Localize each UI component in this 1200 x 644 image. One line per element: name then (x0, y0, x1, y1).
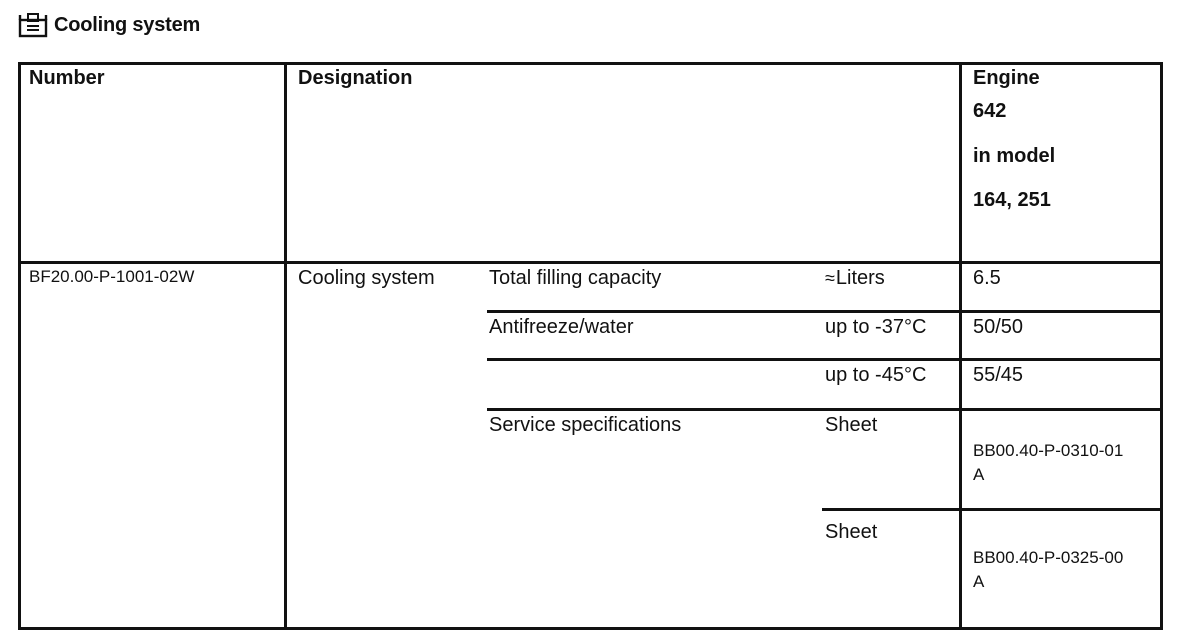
approx-symbol: ≈ (825, 268, 835, 288)
header-designation: Designation (298, 67, 413, 89)
header-number: Number (29, 67, 105, 89)
header-engine-label: Engine (973, 67, 1040, 89)
table-border-left (18, 62, 21, 630)
row-divider-1 (487, 310, 1163, 313)
item-unit-up-to-45: up to -45°C (825, 364, 927, 386)
item-value-55-45: 55/45 (973, 364, 1024, 386)
row-divider-2 (487, 358, 1163, 361)
item-unit-sheet-2: Sheet (825, 521, 878, 543)
section-heading (18, 10, 200, 40)
item-label-service-specifications: Service specifications (489, 414, 682, 436)
item-unit-liters (825, 266, 885, 290)
item-unit-sheet-1: Sheet (825, 414, 878, 436)
document-note-icon (18, 12, 48, 38)
item-value-capacity: 6.5 (973, 267, 1001, 289)
row-number: BF20.00-P-1001-02W (29, 267, 195, 286)
column-divider-engine (959, 62, 962, 630)
table-border-bottom (18, 627, 1163, 630)
header-engine-value: 642 (973, 100, 1007, 122)
column-divider-number (284, 62, 287, 630)
item-unit-liters-text: Liters (835, 267, 885, 289)
item-value-sheet-1-line1: BB00.40-P-0310-01 (973, 441, 1124, 460)
row-divider-3 (487, 408, 1163, 411)
row-system: Cooling system (298, 267, 435, 289)
item-label-antifreeze-water: Antifreeze/water (489, 316, 634, 338)
item-value-sheet-1-line2: A (973, 465, 985, 484)
table-border-right (1160, 62, 1163, 630)
specification-table (18, 62, 1163, 630)
table-border-top (18, 62, 1163, 65)
header-divider (18, 261, 1163, 264)
item-label-total-filling-capacity: Total filling capacity (489, 267, 662, 289)
item-value-sheet-2-line1: BB00.40-P-0325-00 (973, 548, 1124, 567)
item-value-sheet-2-line2: A (973, 572, 985, 591)
header-model-value: 164, 251 (973, 189, 1051, 211)
item-unit-up-to-37: up to -37°C (825, 316, 927, 338)
row-divider-4 (822, 508, 1163, 511)
page-title: Cooling system (54, 13, 201, 36)
header-model-label: in model (973, 145, 1056, 167)
item-value-50-50: 50/50 (973, 316, 1024, 338)
